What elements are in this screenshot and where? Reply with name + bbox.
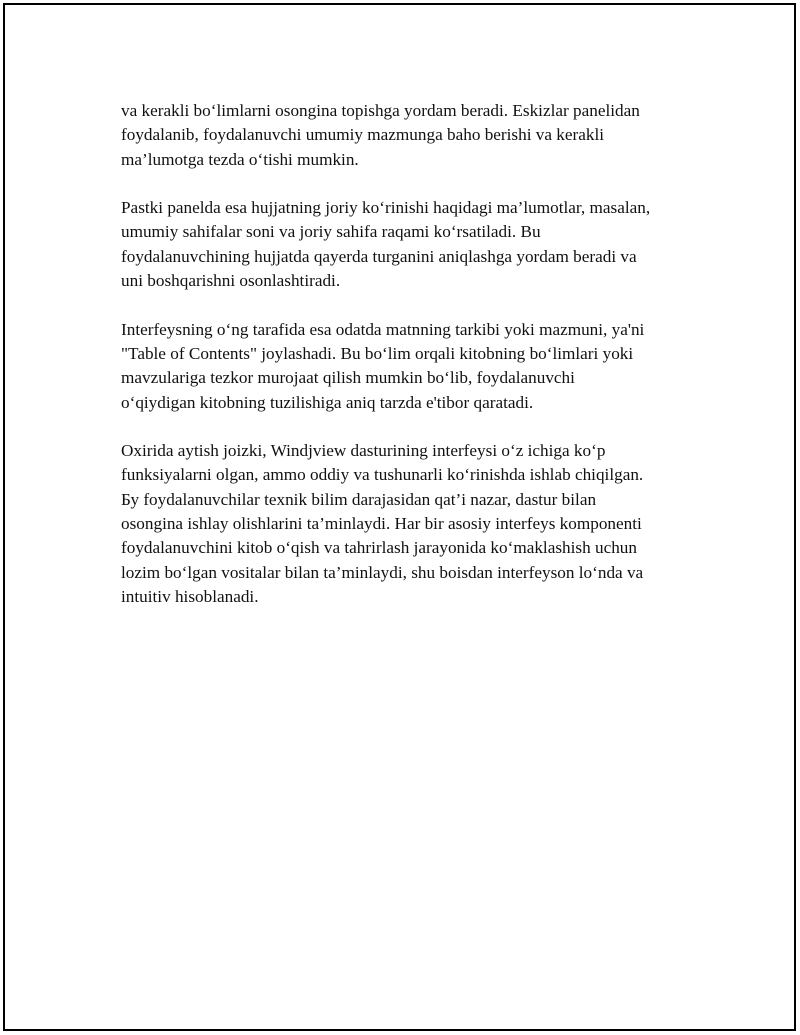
text-line: "Table of Contents" joylashadi. Bu bo‘lim orqali kitobning bo‘limlari yoki bbox=[121, 343, 634, 363]
text-line: uni boshqarishni osonlashtiradi. bbox=[121, 271, 341, 291]
text-line: va kerakli bo‘limlarni osongina topishga yordam beradi. Eskizlar panelidan bbox=[121, 101, 640, 120]
paragraph-1 bbox=[121, 99, 701, 172]
text-line: foydalanuvchining hujjatda qayerda turganini aniqlashga yordam beradi va bbox=[121, 246, 637, 266]
text-line: intuitiv hisoblanadi. bbox=[121, 586, 259, 606]
text-line: Interfeysning o‘ng tarafida esa odatda matnning tarkibi yoki mazmuni, ya'ni bbox=[121, 319, 645, 339]
text-line: Oxirida aytish joizki, Windjview dasturining interfeysi o‘z ichiga ko‘p bbox=[121, 441, 606, 461]
text-line: Pastki panelda esa hujjatning joriy ko‘rinishi haqidagi ma’lumotlar, masalan, bbox=[121, 198, 651, 218]
paragraph-4 bbox=[121, 439, 701, 609]
text-line: Бу foydalanuvchilar texnik bilim darajasidan qat’i nazar, dastur bilan bbox=[121, 489, 597, 509]
text-line: o‘qiydigan kitobning tuzilishiga aniq tarzda e'tibor qaratadi. bbox=[121, 392, 534, 412]
text-line: ma’lumotga tezda o‘tishi mumkin. bbox=[121, 149, 359, 169]
text-line: lozim bo‘lgan vositalar bilan ta’minlaydi, shu boisdan interfeyson lo‘nda va bbox=[121, 562, 644, 582]
text-line: umumiy sahifalar soni va joriy sahifa raqami ko‘rsatiladi. Bu bbox=[121, 222, 541, 242]
page-frame bbox=[3, 3, 796, 1031]
text-line: funksiyalarni olgan, ammo oddiy va tushunarli ko‘rinishda ishlab chiqilgan. bbox=[121, 465, 644, 485]
text-line: osongina ishlay olishlarini ta’minlaydi. Har bir asosiy interfeys komponenti bbox=[121, 514, 642, 534]
document-body bbox=[121, 99, 701, 634]
text-line: foydalanib, foydalanuvchi umumiy mazmunga baho berishi va kerakli bbox=[121, 125, 605, 145]
text-line: mavzulariga tezkor murojaat qilish mumkin bo‘lib, foydalanuvchi bbox=[121, 368, 575, 388]
paragraph-2 bbox=[121, 196, 701, 293]
text-line: foydalanuvchini kitob o‘qish va tahrirlash jarayonida ko‘maklashish uchun bbox=[121, 538, 637, 558]
paragraph-3 bbox=[121, 318, 701, 415]
